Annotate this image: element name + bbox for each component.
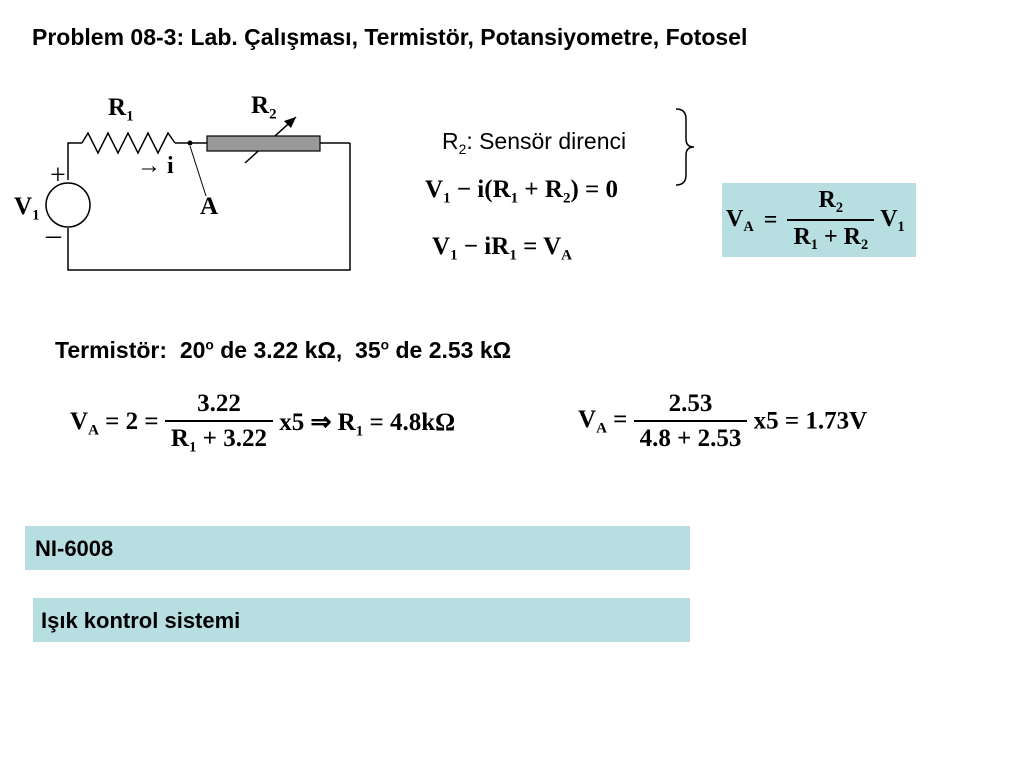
node-a-label: A	[200, 193, 219, 220]
light-control-label: Işık kontrol sistemi	[41, 608, 241, 633]
resistor-r2-body	[207, 136, 320, 151]
minus-sign: –	[46, 218, 61, 251]
voltage-divider-box	[722, 183, 916, 257]
voltage-divider-formula: $V_A$ = $\frac{R_2}{R_1 + R_2}$ $V_1$	[726, 187, 905, 254]
plus-sign: +	[50, 160, 66, 191]
r1-label: $R_1$	[108, 94, 134, 125]
light-control-box	[33, 598, 690, 642]
ni-6008-box	[25, 526, 690, 570]
right-brace-icon	[670, 105, 700, 190]
current-label: → i	[137, 153, 174, 179]
calc-r1-fraction: $\frac{3.22}{R_1 + 3.22}$	[165, 390, 273, 456]
calc-va: $V_A$ = $\frac{2.53}{4.8 + 2.53}$ x5 = 1.73V	[578, 390, 868, 452]
equation-va: $V_1 - iR_1 = V_A$	[432, 233, 573, 264]
page-title: Problem 08-3: Lab. Çalışması, Termistör, Potansiyometre, Fotosel	[32, 24, 748, 50]
sensor-note: $R_2$: Sensör direnci	[442, 128, 627, 157]
node-a-dot	[188, 141, 193, 146]
current-arrow-icon: →	[137, 153, 161, 179]
v1-label: $V_1$	[14, 193, 40, 224]
calc-r1: $V_A = 2$ = $\frac{3.22}{R_1 + 3.22}$ x5 ⇒ $R_1 = 4.8k\Omega$	[70, 390, 456, 456]
r2-label: $R_2$	[251, 92, 277, 123]
calc-va-fraction: $\frac{2.53}{4.8 + 2.53}$	[634, 390, 748, 453]
resistor-r1-zigzag	[82, 133, 175, 153]
equation-kvl: $V_1 - i(R_1 + R_2) = 0$	[425, 176, 619, 207]
divider-fraction: $\frac{R_2}{R_1 + R_2}$	[787, 187, 874, 254]
thermistor-values: Termistör: 20$^o$ de 3.22 kΩ, 35$^o$ de 2.53 kΩ	[55, 337, 512, 363]
node-a-leader	[190, 146, 206, 196]
ni-6008-label: NI-6008	[35, 536, 114, 561]
circuit-wire-top-left	[68, 143, 82, 180]
